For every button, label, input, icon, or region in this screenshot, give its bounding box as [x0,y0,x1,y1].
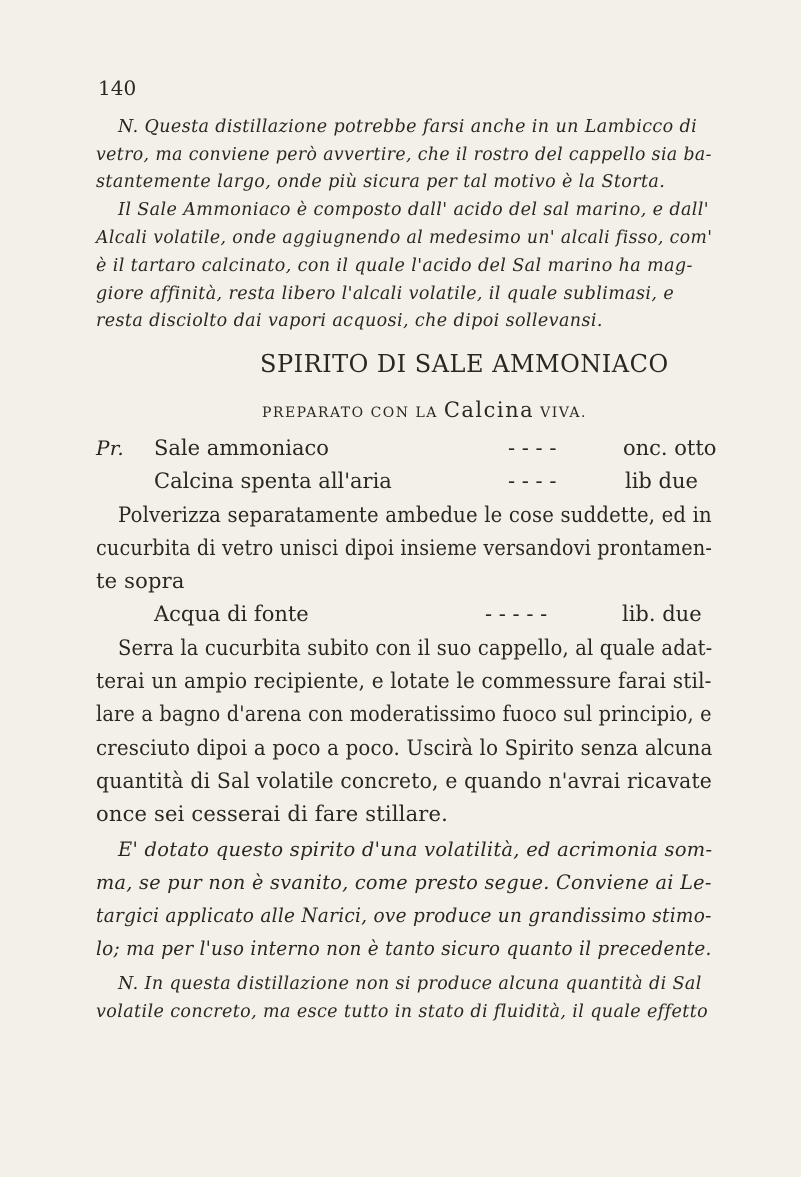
paragraph-line: Polverizza separatamente ambedue le cose suddette, ed in [118,503,712,527]
water-dashes: - - - - - [485,602,548,626]
paragraph-line: Serra la cucurbita subito con il suo cappello, al quale adat- [118,636,713,660]
subtitle-cap: Calcina [443,398,535,422]
paragraph-line: cresciuto dipoi a poco a poco. Uscirà lo Spirito senza alcuna [96,736,713,760]
note-1-line: è il tartaro calcinato, con il quale l'acido del Sal marino ha mag- [96,256,693,276]
recipe-quantity: onc. otto [623,436,717,460]
recipe-row: Calcina spenta all'aria [154,469,392,493]
note-1-line: resta disciolto dai vapori acquosi, che dipoi sollevansi. [96,311,603,331]
note-1-line: Il Sale Ammoniaco è composto dall' acido del sal marino, e dall' [118,200,709,220]
section-subtitle [262,398,587,422]
paragraph-line: lo; ma per l'uso interno non è tanto sicuro quanto il precedente. [96,936,712,960]
note-2-line: N. In questa distillazione non si produce alcuna quantità di Sal [118,974,702,994]
recipe-row [96,436,329,460]
paragraph-line: cucurbita di vetro unisci dipoi insieme versandovi prontamen- [96,536,713,560]
paragraph-line: quantità di Sal volatile concreto, e quando n'avrai ricavate [96,769,713,793]
paragraph-line: terai un ampio recipiente, e lotate le commessure farai stil- [96,669,712,693]
note-2-line: volatile concreto, ma esce tutto in stato di fluidità, il quale effetto [96,1002,709,1022]
paragraph-line: lare a bagno d'arena con moderatissimo fuoco sul principio, e [96,702,712,726]
paragraph-line: te sopra [96,569,185,593]
paragraph-line: targici applicato alle Narici, ove produce un grandissimo stimo- [96,903,712,927]
water-quantity: lib. due [622,602,702,626]
subtitle-post: VIVA. [534,405,587,421]
paragraph-line: E' dotato questo spirito d'una volatilità, ed acrimonia som- [118,837,713,861]
recipe-dashes: - - - - [508,469,557,493]
section-title: SPIRITO DI SALE AMMONIACO [260,350,669,378]
page-number: 140 [98,76,137,100]
recipe-dashes: - - - - [508,436,557,460]
note-1-line: stantemente largo, onde più sicura per tal motivo è la Storta. [96,172,666,192]
recipe-prefix: Pr. [96,436,125,460]
note-1-line: vetro, ma conviene però avvertire, che il rostro del cappello sia ba- [96,145,712,165]
note-1-line: N. Questa distillazione potrebbe farsi anche in un Lambicco di [118,117,698,137]
note-1-line: Alcali volatile, onde aggiugnendo al medesimo un' alcali fisso, com' [96,228,713,248]
subtitle-pre: PREPARATO CON LA [262,405,444,421]
recipe-item: Sale ammoniaco [154,436,329,460]
paragraph-line: ma, se pur non è svanito, come presto segue. Conviene ai Le- [96,870,712,894]
recipe-quantity: lib due [625,469,698,493]
paragraph-line: once sei cesserai di fare stillare. [96,802,449,826]
water-item: Acqua di fonte [154,602,309,626]
note-1-line: giore affinità, resta libero l'alcali volatile, il quale sublimasi, e [96,284,675,304]
